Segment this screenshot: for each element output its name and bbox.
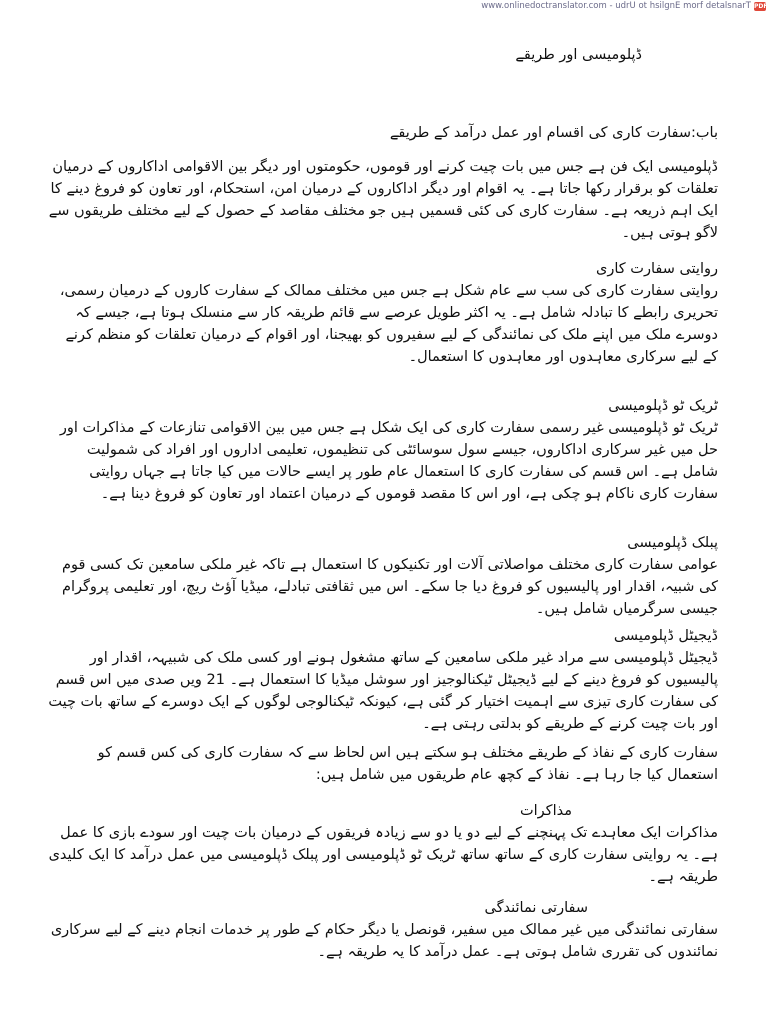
- section-heading-traditional: روایتی سفارت کاری: [596, 261, 718, 277]
- method-heading-representation: سفارتی نمائندگی: [484, 900, 588, 916]
- watermark-text[interactable]: www.onlinedoctranslator.com - udrU ot hsilgnE morf detalsnarT: [481, 1, 751, 11]
- intro-paragraph: ڈپلومیسی ایک فن ہے جس میں بات چیت کرنے اور قوموں، حکومتوں اور دیگر بین الاقوامی اداکاروں کے درمیان تعلقات کو برقرار رکھا جاتا ہے۔ یہ اقوام اور دیگر اداکاروں کے درمیان امن، استحکام، اور تعاون کو فروغ دینے کا ایک اہم ذریعہ ہے۔ سفارت کاری کی کئی قسمیں ہیں جو مختلف مقاصد کے حصول کے لیے مختلف طریقوں سے لاگو ہوتی ہیں۔: [48, 159, 718, 241]
- chapter-heading: باب:سفارت کاری کی اقسام اور عمل درآمد کے طریقے: [389, 125, 718, 141]
- section-heading-digital: ڈیجیٹل ڈپلومیسی: [613, 628, 718, 644]
- method-body-representation: سفارتی نمائندگی میں غیر ممالک میں سفیر، قونصل یا دیگر حکام کے طور پر خدمات انجام دینے کے لیے سرکاری نمائندوں کی تقرری شامل ہوتی ہے۔ عمل درآمد کا یہ طریقہ ہے۔: [50, 922, 718, 960]
- section-heading-track-two: ٹریک ٹو ڈپلومیسی: [608, 398, 718, 414]
- section-body-digital: ڈیجیٹل ڈپلومیسی سے مراد غیر ملکی سامعین کے ساتھ مشغول ہونے اور کسی ملک کی شبیہہ، اقدار اور پالیسیوں کو فروغ دینے کے لیے ڈیجیٹل ٹیکنالوجیز اور سوشل میڈیا کا استعمال ہے۔ 21 ویں صدی میں اس قسم کی سفارت کاری تیزی سے اہمیت اختیار کر گئی ہے، کیونکہ ٹیکنالوجی لوگوں کے ایک دوسرے کے ساتھ بات چیت اور بات چیت کرنے کے طریقے کو بدلتی رہتی ہے۔: [48, 650, 718, 732]
- implementation-intro: سفارت کاری کے نفاذ کے طریقے مختلف ہو سکتے ہیں اس لحاظ سے کہ سفارت کاری کی کس قسم کو استعمال کیا جا رہا ہے۔ نفاذ کے کچھ عام طریقوں میں شامل ہیں:: [97, 745, 718, 783]
- document-title: ڈپلومیسی اور طریقے: [515, 47, 642, 63]
- section-body-track-two: ٹریک ٹو ڈپلومیسی غیر رسمی سفارت کاری کی ایک شکل ہے جس میں بین الاقوامی تنازعات کے مذاکرات اور حل میں غیر سرکاری اداکاروں، جیسے سول سوسائٹی کی تنظیموں، تعلیمی اداروں اور افراد کی شمولیت شامل ہے۔ اس قسم کی سفارت کاری کا استعمال عام طور پر ایسے حالات میں کیا جاتا ہے جہاں روایتی سفارت کاری ناکام ہو چکی ہے، اور اس کا مقصد قوموں کے درمیان اعتماد اور تعاون کو فروغ دینا ہے۔: [59, 420, 718, 502]
- section-body-public: عوامی سفارت کاری مختلف مواصلاتی آلات اور تکنیکوں کا استعمال ہے تاکہ غیر ملکی سامعین تک کسی قوم کی شبیہ، اقدار اور پالیسیوں کو فروغ دیا جا سکے۔ اس میں ثقافتی تبادلے، میڈیا آؤٹ ریچ، اور تعلیمی پروگرام جیسی سرگرمیاں شامل ہیں۔: [62, 557, 718, 617]
- method-body-negotiation: مذاکرات ایک معاہدے تک پہنچنے کے لیے دو یا دو سے زیادہ فریقوں کے درمیان بات چیت اور سودے بازی کا عمل ہے۔ یہ روایتی سفارت کاری کے ساتھ ساتھ ٹریک ٹو ڈپلومیسی اور پبلک ڈپلومیسی میں عمل درآمد کا ایک کلیدی طریقہ ہے۔: [48, 825, 718, 885]
- method-heading-negotiation: مذاکرات: [520, 803, 572, 819]
- pdf-logo-icon: PDF: [754, 2, 768, 10]
- section-body-traditional: روایتی سفارت کاری کی سب سے عام شکل ہے جس میں مختلف ممالک کے سفارت کاروں کے درمیان رسمی، تحریری رابطے کا تبادلہ شامل ہے۔ یہ اکثر طویل عرصے سے قائم طریقہ کار سے منسلک ہوتا ہے، جیسے کہ دوسرے ملک میں اپنے ملک کی نمائندگی کے لیے سفیروں کو بھیجنا، اور اقوام کے درمیان تعلقات کو منظم کرنے کے لیے سرکاری معاہدوں اور معاہدوں کا استعمال۔: [59, 283, 718, 365]
- section-heading-public: پبلک ڈپلومیسی: [627, 535, 718, 551]
